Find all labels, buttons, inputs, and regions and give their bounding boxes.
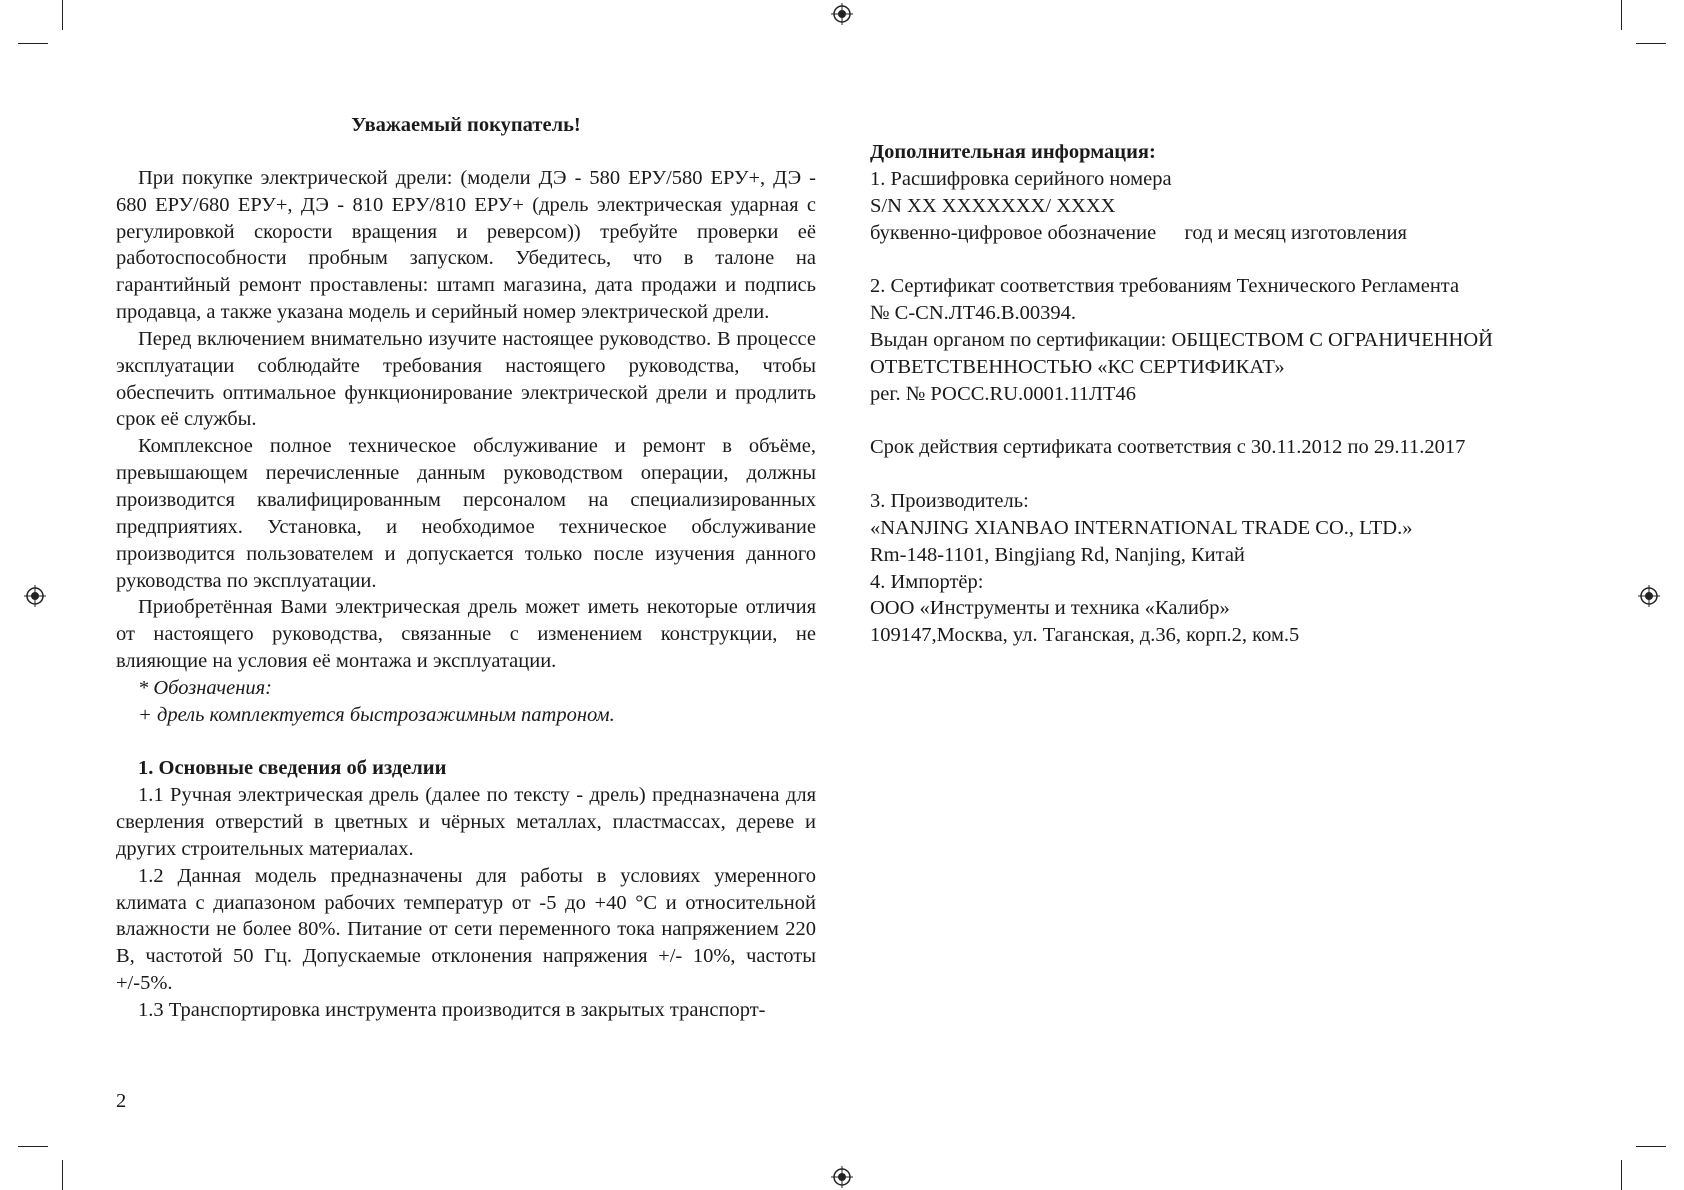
importer-heading: 4. Импортёр: <box>870 570 984 593</box>
serial-legend-code: буквенно-цифровое обозначение <box>870 221 1157 244</box>
additional-info-heading: Дополнительная информация: <box>870 141 1156 163</box>
importer-address: 109147,Москва, ул. Таганская, д.36, корп.2, ком.5 <box>870 624 1300 647</box>
registration-mark-icon <box>831 3 853 25</box>
intro-paragraph: При покупке электрической дрели: (модели ДЭ - 580 ЕРУ/580 ЕРУ+, ДЭ - 680 ЕРУ/680 ЕРУ+, ДЭ - 810 ЕРУ/810 ЕРУ+ (дрель электрическая ударная с регулировкой скорости вращения и реверсом)) требуйте проверки её работоспособности пробным запуском. Убедитесь, что в талоне на гарантийный ремонт проставлены: штамп магазина, дата продажи и подпись продавца, а также указана модель и серийный номер электрической дрели. <box>116 166 816 324</box>
certificate-number: № C-CN.ЛТ46.В.00394. <box>870 302 1077 325</box>
certificate-issuer: ОТВЕТСТВЕННОСТЬЮ «КС СЕРТИФИКАТ» <box>870 355 1285 378</box>
manufacturer-name: «NANJING XIANBAO INTERNATIONAL TRADE CO., LTD.» <box>870 516 1413 539</box>
registration-mark-icon <box>831 1166 853 1188</box>
crop-mark-right-top <box>1636 43 1666 44</box>
certificate-heading: 2. Сертификат соответствия требованиям Технического Регламента <box>870 275 1460 298</box>
section-paragraph: 1.1 Ручная электрическая дрель (далее по тексту - дрель) предназначена для сверления отверстий в цветных и чёрных металлах, пластмассах, дереве и других строительных материалах. <box>116 784 816 860</box>
page-title: Уважаемый покупатель! <box>351 114 581 136</box>
certificate-validity: Срок действия сертификата соответствия с 30.11.2012 по 29.11.2017 <box>870 436 1466 459</box>
notation-note: * Обозначения: <box>138 676 273 699</box>
page-number: 2 <box>116 1090 127 1112</box>
serial-format: S/N XX XXXXXXX/ XXXX <box>870 194 1116 217</box>
crop-mark-bottom-right <box>1621 1160 1622 1190</box>
manufacturer-address: Rm-148-1101, Bingjiang Rd, Nanjing, Китай <box>870 543 1245 566</box>
crop-mark-top-right <box>1621 0 1622 30</box>
intro-paragraph: Комплексное полное техническое обслуживание и ремонт в объёме, превышающем перечисленные данным руководством операции, должны производится квалифицированным персоналом на специализированных предприятиях. Установка, и необходимое техническое обслуживание производится пользователем и допускается только после изучения данного руководства по эксплуатации. <box>116 435 816 592</box>
section-paragraph: 1.3 Транспортировка инструмента производится в закрытых транспорт- <box>138 999 766 1021</box>
serial-legend <box>870 220 1630 247</box>
manufacturer-heading: 3. Производитель: <box>870 489 1029 512</box>
section-heading: 1. Основные сведения об изделии <box>138 757 447 780</box>
crop-mark-left-top <box>18 43 48 44</box>
section-paragraph: 1.2 Данная модель предназначены для работы в условиях умеренного климата с диапазоном рабочих температур от -5 до +40 °С и относительной влажности не более 80%. Питание от сети переменного тока напряжением 220 В, частотой 50 Гц. Допускаемые отклонения напряжения +/- 10%, частоты +/-5%. <box>116 864 816 995</box>
notation-note: + дрель комплектуется быстрозажимным патроном. <box>138 703 615 726</box>
registration-mark-icon <box>1638 585 1660 607</box>
serial-legend-date: год и месяц изготовления <box>1184 221 1407 244</box>
left-column <box>116 112 816 1024</box>
importer-name: ООО «Инструменты и техника «Калибр» <box>870 597 1230 620</box>
crop-mark-top-left <box>62 0 63 30</box>
crop-mark-left-bottom <box>18 1146 48 1147</box>
certificate-reg: рег. № РОСС.RU.0001.11ЛТ46 <box>870 382 1136 405</box>
intro-paragraph: Перед включением внимательно изучите настоящее руководство. В процессе эксплуатации соблюдайте требования настоящего руководства, чтобы обеспечить оптимальное функционирование электрической дрели и продлить срок её службы. <box>116 327 816 431</box>
registration-mark-icon <box>24 585 46 607</box>
crop-mark-right-bottom <box>1636 1146 1666 1147</box>
certificate-issuer: Выдан органом по сертификации: ОБЩЕСТВОМ С ОГРАНИЧЕННОЙ <box>870 328 1493 351</box>
right-column <box>870 139 1630 649</box>
crop-mark-bottom-left <box>62 1160 63 1190</box>
serial-heading: 1. Расшифровка серийного номера <box>870 167 1172 190</box>
intro-paragraph: Приобретённая Вами электрическая дрель может иметь некоторые отличия от настоящего руководства, связанные с изменением конструкции, не влияющие на условия её монтажа и эксплуатации. <box>116 596 816 673</box>
